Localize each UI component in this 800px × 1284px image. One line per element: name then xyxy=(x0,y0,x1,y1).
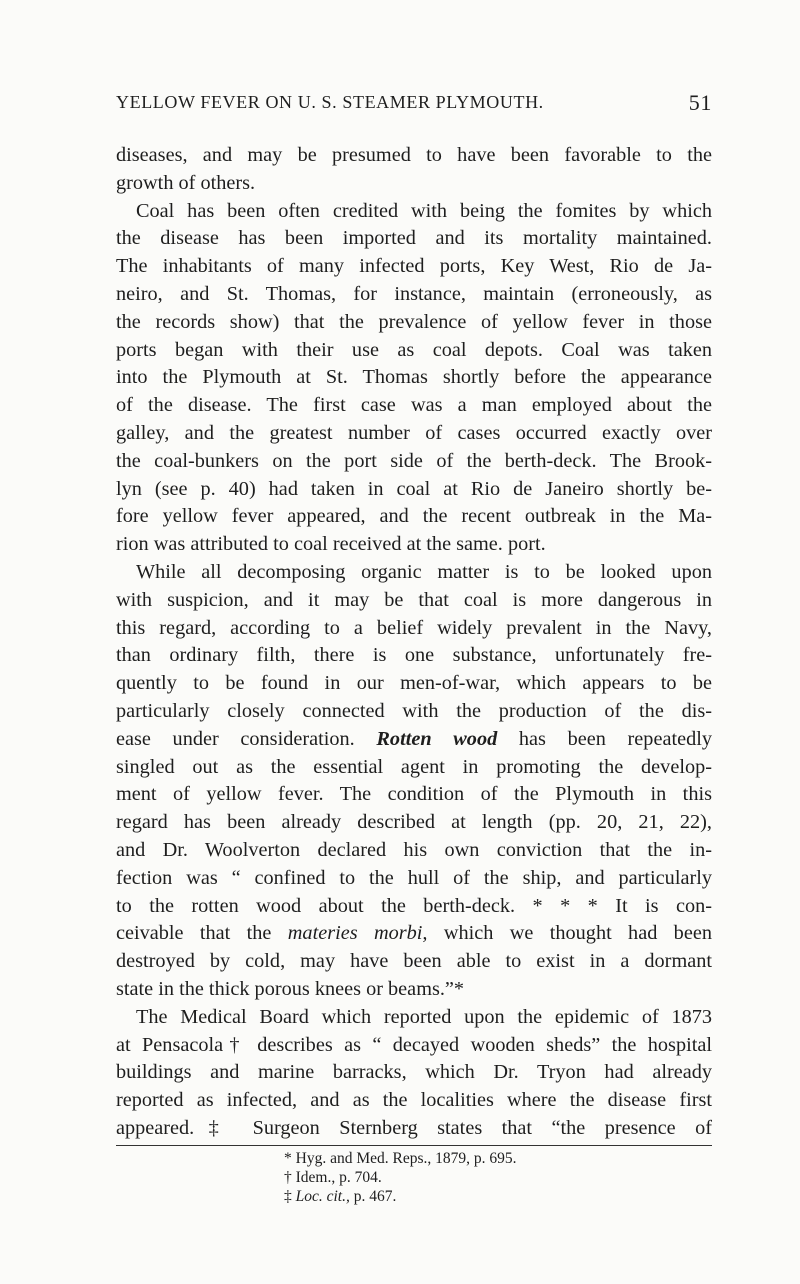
text-line xyxy=(116,726,712,754)
text-span: has been repeatedly xyxy=(518,727,712,750)
text-line: The Medical Board which reported upon the epidemic of 1873 xyxy=(136,1005,712,1028)
text-line: state in the thick porous knees or beams.”* xyxy=(116,977,465,1000)
text-line: than ordinary filth, there is one substance, unfortunately fre- xyxy=(116,644,712,667)
footnote: † Idem., p. 704. xyxy=(284,1168,382,1186)
text-line: and Dr. Woolverton declared his own conviction that the in- xyxy=(116,838,712,861)
text-line: ment of yellow fever. The condition of the Plymouth in this xyxy=(116,783,712,806)
text-span: which we thought had been xyxy=(443,922,712,945)
text-line: galley, and the greatest number of cases occurred exactly over xyxy=(116,421,712,444)
text-line: into the Plymouth at St. Thomas shortly before the appearance xyxy=(116,366,712,389)
page xyxy=(116,92,712,1206)
emphasis-rotten-wood: Rotten wood xyxy=(376,727,498,750)
text-line: diseases, and may be presumed to have been favorable to the xyxy=(116,144,712,166)
text-line: the coal-bunkers on the port side of the berth-deck. The Brook- xyxy=(116,449,712,472)
text-line: While all decomposing organic matter is to be looked upon xyxy=(136,560,712,583)
text-line: lyn (see p. 40) had taken in coal at Rio de Janeiro shortly be- xyxy=(116,477,712,500)
footnote-mark: ‡ xyxy=(284,1187,296,1205)
text-line: The inhabitants of many infected ports, Key West, Rio de Ja- xyxy=(116,255,712,278)
running-head xyxy=(116,92,712,116)
text-line: reported as infected, and as the localities where the disease first xyxy=(116,1089,712,1112)
footnote-text: p. 467. xyxy=(349,1187,397,1205)
text-line: singled out as the essential agent in promoting the develop- xyxy=(116,755,712,778)
text-line: particularly closely connected with the production of the dis- xyxy=(116,699,712,722)
text-line: this regard, according to a belief widely prevalent in the Navy, xyxy=(116,616,712,639)
text-line: at Pensacola† describes as “ decayed wooden sheds” the hospital xyxy=(116,1033,712,1056)
text-line: of the disease. The first case was a man employed about the xyxy=(116,394,712,417)
text-line: growth of others. xyxy=(116,171,256,194)
emphasis-materies-morbi: materies morbi, xyxy=(287,922,428,945)
text-line: destroyed by cold, may have been able to exist in a dormant xyxy=(116,950,712,973)
text-line: neiro, and St. Thomas, for instance, maintain (erroneously, as xyxy=(116,282,712,305)
page-number: 51 xyxy=(688,90,712,115)
text-line: appeared.‡ Surgeon Sternberg states that “the presence of xyxy=(116,1116,712,1139)
footnote: * Hyg. and Med. Reps., 1879, p. 695. xyxy=(284,1149,517,1167)
text-line: Coal has been often credited with being the fomites by which xyxy=(136,199,712,222)
text-line: with suspicion, and it may be that coal is more dangerous in xyxy=(116,588,712,611)
footnotes xyxy=(284,1149,712,1206)
text-line: regard has been already described at length (pp. 20, 21, 22), xyxy=(116,811,712,834)
footnote xyxy=(284,1187,712,1206)
body-text xyxy=(116,142,712,1143)
text-line: ports began with their use as coal depots. Coal was taken xyxy=(116,338,712,361)
text-span: ease under consideration. xyxy=(116,727,355,750)
text-line: the records show) that the prevalence of yellow fever in those xyxy=(116,310,712,333)
footnote-rule xyxy=(116,1145,712,1146)
footnote-italic: Loc. cit., xyxy=(295,1187,350,1205)
text-line: rion was attributed to coal received at the same. port. xyxy=(116,533,546,556)
text-line: fection was “ confined to the hull of the ship, and particularly xyxy=(116,866,712,889)
running-head-title: YELLOW FEVER ON U. S. STEAMER PLYMOUTH. xyxy=(116,92,544,112)
text-line: buildings and marine barracks, which Dr. Tryon had already xyxy=(116,1061,712,1084)
text-span: ceivable that the xyxy=(116,922,272,945)
text-line: quently to be found in our men-of-war, which appears to be xyxy=(116,672,712,695)
text-line xyxy=(116,920,712,948)
text-line: to the rotten wood about the berth-deck. * * * It is con- xyxy=(116,894,712,917)
text-line: fore yellow fever appeared, and the recent outbreak in the Ma- xyxy=(116,505,712,528)
text-line: the disease has been imported and its mortality maintained. xyxy=(116,227,712,250)
